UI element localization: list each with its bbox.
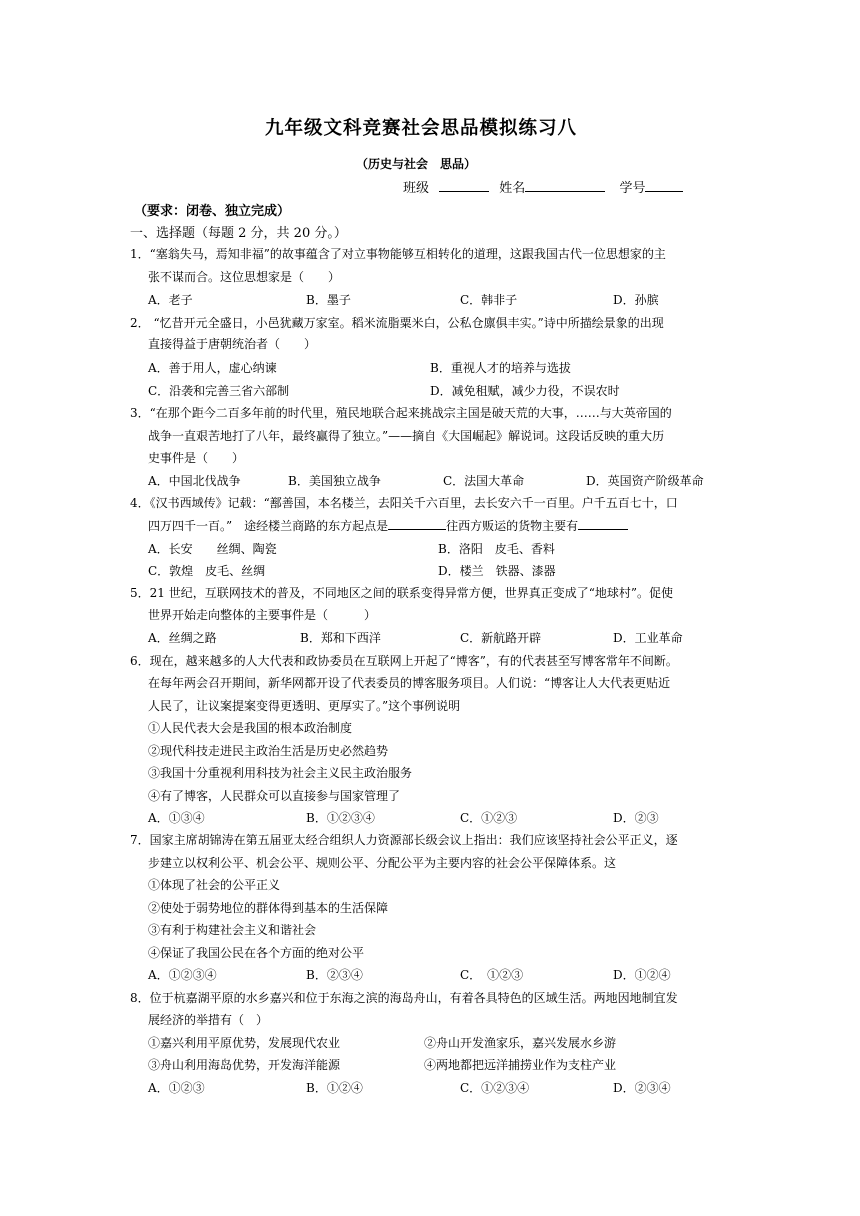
question-3-option-c[interactable]: C．法国大革命 [443,474,525,488]
question-3-option-a[interactable]: A．中国北伐战争 [148,474,241,488]
question-4-option-c[interactable]: C．敦煌 皮毛、丝绸 [148,564,266,578]
question-6-statement-3: ③我国十分重视利用科技为社会主义民主政治服务 [148,766,413,780]
question-4-option-d[interactable]: D．楼兰 铁器、漆器 [438,564,556,578]
question-5-option-d[interactable]: D．工业革命 [613,631,683,645]
question-4-option-b[interactable]: B．洛阳 皮毛、香料 [438,542,555,556]
question-5-line-2: 世界开始走向整体的主要事件是（ ） [148,608,377,622]
question-6-option-b[interactable]: B．①②③④ [306,811,375,825]
question-8-option-c[interactable]: C．①②③④ [460,1081,530,1095]
class-label: 班级 [403,181,430,196]
question-1-line-2: 张不谋而合。这位思想家是（ ） [148,270,341,284]
question-8-line-1: 8．位于杭嘉湖平原的水乡嘉兴和位于东海之滨的海岛舟山，有着各具特色的区域生活。两地因地制宜发 [130,991,678,1005]
question-6-statement-1: ①人民代表大会是我国的根本政治制度 [148,721,353,735]
question-6-option-a[interactable]: A．①③④ [148,811,205,825]
question-6-option-c[interactable]: C．①②③ [460,811,518,825]
question-2-line-1: 2． “忆昔开元全盛日，小邑犹藏万家室。稻米流脂粟米白，公私仓廪俱丰实。”诗中所描绘景象的出现 [130,316,664,330]
question-8-option-d[interactable]: D．②③④ [613,1081,671,1095]
question-4-blank-1[interactable] [388,517,446,530]
question-2-option-d[interactable]: D．减免租赋，减少力役，不误农时 [430,384,620,398]
id-blank[interactable] [645,179,683,192]
name-blank[interactable] [525,179,605,192]
question-5-option-b[interactable]: B．郑和下西洋 [300,631,381,645]
question-2-line-2: 直接得益于唐朝统治者（ ） [148,337,317,351]
student-info-line [403,177,683,196]
question-5-option-c[interactable]: C．新航路开辟 [460,631,542,645]
question-8-statement-2: ②舟山开发渔家乐，嘉兴发展水乡游 [424,1036,617,1050]
question-7-option-d[interactable]: D．①②④ [613,968,671,982]
question-7-option-c[interactable]: C． ①②③ [460,968,524,982]
question-6-line-2: 在每年两会召开期间，新华网都开设了代表委员的博客服务项目。人们说：“博客让人大代表更贴近 [148,676,671,690]
section-heading: 一、选择题（每题 2 分，共 20 分。） [130,226,347,241]
question-4-line-2-text-b: 往西方贩运的货物主要有 [446,519,579,533]
question-6-line-3: 人民了，让议案提案变得更透明、更厚实了。”这个事例说明 [148,699,461,713]
question-6-option-d[interactable]: D．②③ [613,811,659,825]
question-2-option-a[interactable]: A．善于用人，虚心纳谏 [148,361,277,375]
question-4-option-a[interactable]: A．长安 丝绸、陶瓷 [148,542,277,556]
question-8-line-2: 展经济的举措有（ ） [148,1013,269,1027]
question-7-line-2: 步建立以权利公平、机会公平、规则公平、分配公平为主要内容的社会公平保障体系。这 [148,856,617,870]
question-3-line-2: 战争一直艰苦地打了八年，最终赢得了独立。”——摘自《大国崛起》解说词。这段话反映的重大历 [148,429,665,443]
question-2-option-c[interactable]: C．沿袭和完善三省六部制 [148,384,290,398]
question-1-option-c[interactable]: C．韩非子 [460,293,518,307]
question-1-line-1: 1．“塞翁失马，焉知非福”的故事蕴含了对立事物能够互相转化的道理，这跟我国古代一位思想家的主 [130,247,666,261]
question-8-statement-1: ①嘉兴利用平原优势，发展现代农业 [148,1036,341,1050]
question-7-statement-4: ④保证了我国公民在各个方面的绝对公平 [148,946,365,960]
question-4-line-2-text: 四万四千一百。” 途经楼兰商路的东方起点是 [148,519,389,533]
question-2-option-b[interactable]: B．重视人才的培养与选拔 [430,361,571,375]
question-8-statement-4: ④两地都把远洋捕捞业作为支柱产业 [424,1058,617,1072]
question-3-option-d[interactable]: D．英国资产阶级革命 [586,474,704,488]
question-7-line-1: 7．国家主席胡锦涛在第五届亚太经合组织人力资源部长级会议上指出：我们应该坚持社会公平正义，逐 [130,833,678,847]
question-6-statement-4: ④有了博客，人民群众可以直接参与国家管理了 [148,789,401,803]
question-3-option-b[interactable]: B．美国独立战争 [288,474,381,488]
question-8-statement-3: ③舟山利用海岛优势，开发海洋能源 [148,1058,341,1072]
question-7-option-a[interactable]: A．①②③④ [148,968,217,982]
question-7-statement-3: ③有利于构建社会主义和谐社会 [148,923,317,937]
class-blank[interactable] [439,179,489,192]
question-8-option-a[interactable]: A．①②③ [148,1081,205,1095]
question-5-option-a[interactable]: A．丝绸之路 [148,631,217,645]
question-4-line-2 [148,517,628,534]
question-3-line-3: 史事件是（ ） [148,451,245,465]
question-1-option-d[interactable]: D．孙膑 [613,293,659,307]
id-label: 学号 [619,181,646,196]
question-5-line-1: 5．21 世纪，互联网技术的普及，不同地区之间的联系变得异常方便，世界真正变成了“地球村”。促使 [130,586,673,600]
question-8-option-b[interactable]: B．①②④ [306,1081,363,1095]
page-subtitle: （历史与社会 思品） [356,157,477,171]
question-6-statement-2: ②现代科技走进民主政治生活是历史必然趋势 [148,744,389,758]
question-7-statement-1: ①体现了社会的公平正义 [148,878,281,892]
question-3-line-1: 3．“在那个距今二百多年前的时代里，殖民地联合起来挑战宗主国是破天荒的大事，……与大英帝国的 [130,406,672,420]
question-6-line-1: 6．现在，越来越多的人大代表和政协委员在互联网上开起了“博客”，有的代表甚至写博客常年不间断。 [130,654,678,668]
question-4-line-1: 4．《汉书西域传》记载：“鄯善国，本名楼兰，去阳关千六百里，去长安六千一百里。户千五百七十，口 [130,496,678,510]
exam-requirement: （要求：闭卷、独立完成） [134,204,291,219]
question-4-blank-2[interactable] [578,517,628,530]
question-7-option-b[interactable]: B．②③④ [306,968,363,982]
question-1-option-b[interactable]: B．墨子 [306,293,351,307]
name-label: 姓名 [499,181,526,196]
question-1-option-a[interactable]: A．老子 [148,293,193,307]
question-7-statement-2: ②使处于弱势地位的群体得到基本的生活保障 [148,901,389,915]
page-title: 九年级文科竞赛社会思品模拟练习八 [265,118,578,139]
